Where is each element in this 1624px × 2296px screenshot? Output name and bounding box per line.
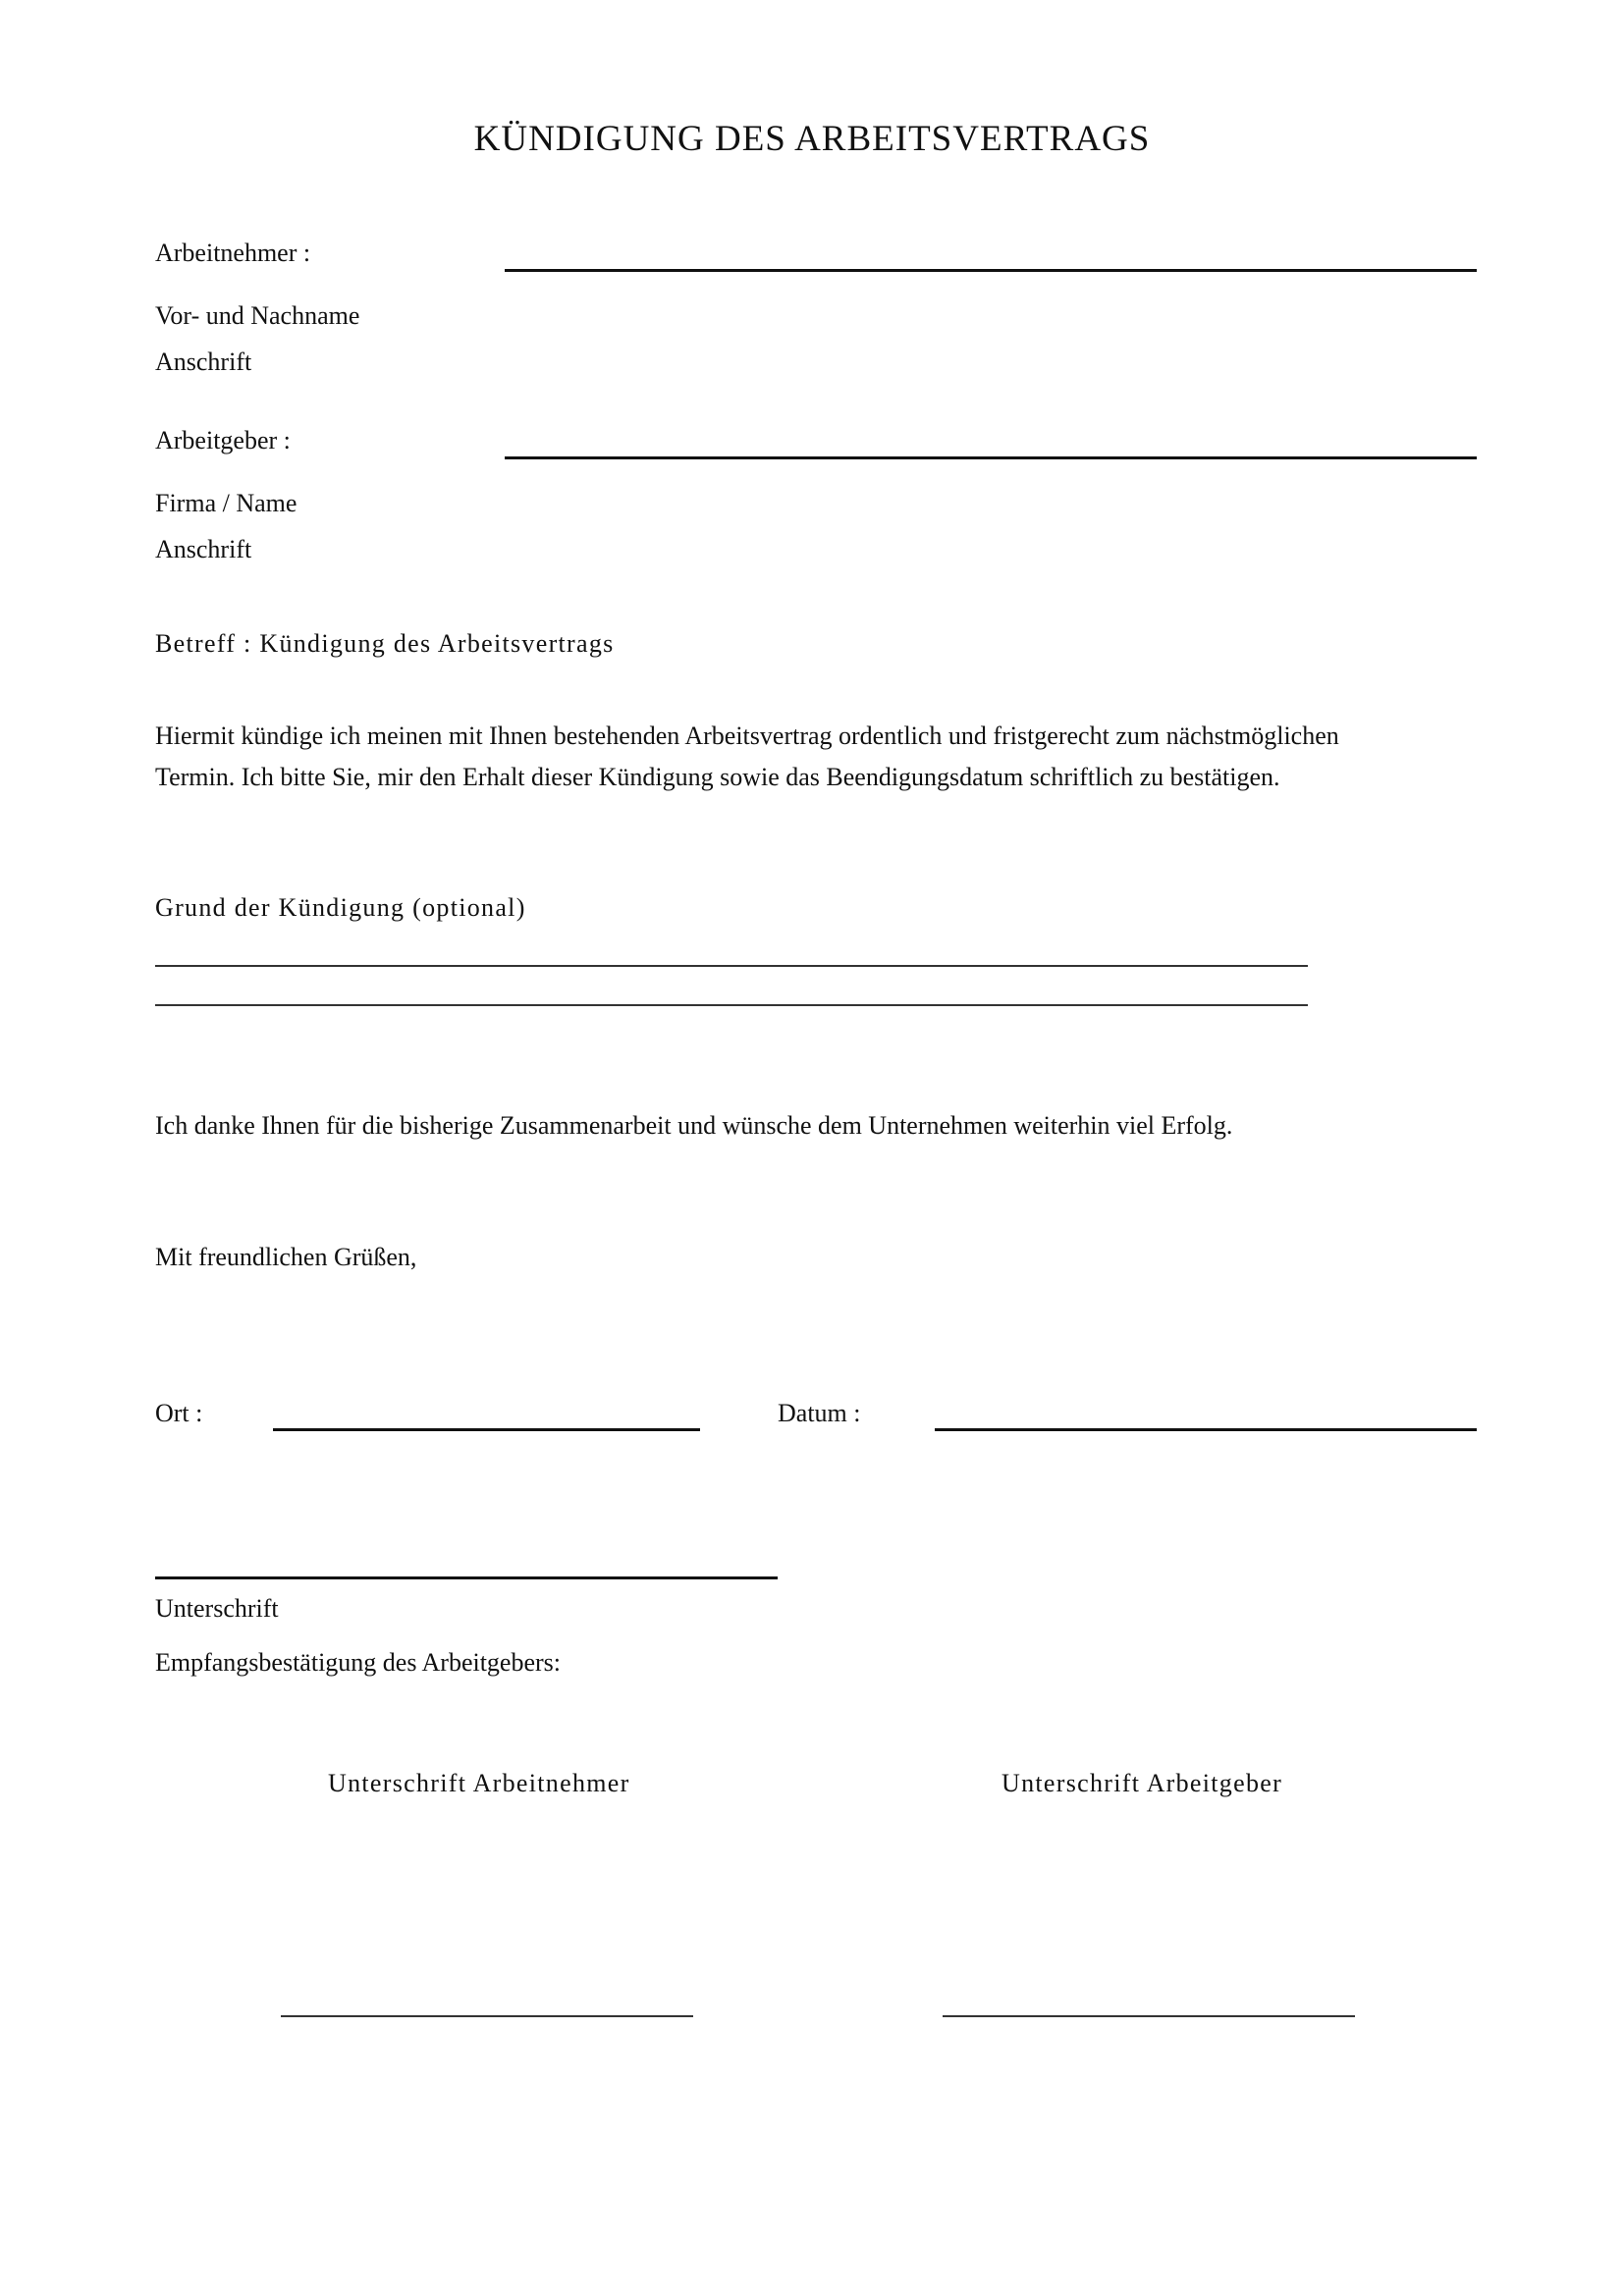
reason-label: Grund der Kündigung (optional) (155, 893, 526, 922)
receipt-label: Empfangsbestätigung des Arbeitgebers: (155, 1648, 562, 1677)
body-line-1: Hiermit kündige ich meinen mit Ihnen bestehenden Arbeitsvertrag ordentlich und fristgerecht zum nächstmöglichen (155, 721, 1339, 750)
employer-name-label: Firma / Name (155, 489, 298, 517)
employer-address-label: Anschrift (155, 535, 252, 563)
employee-input-line[interactable] (505, 269, 1477, 272)
body-line-2: Termin. Ich bitte Sie, mir den Erhalt dieser Kündigung sowie das Beendigungsdatum schriftlich zu bestätigen. (155, 763, 1280, 791)
page-title: KÜNDIGUNG DES ARBEITSVERTRAGS (473, 119, 1151, 159)
place-label: Ort : (155, 1399, 203, 1427)
reason-line-1[interactable] (155, 965, 1308, 967)
employer-label: Arbeitgeber : (155, 426, 291, 454)
subject-line: Betreff : Kündigung des Arbeitsvertrags (155, 629, 615, 658)
signature-label: Unterschrift (155, 1594, 279, 1623)
date-input-line[interactable] (935, 1428, 1477, 1431)
employee-label: Arbeitnehmer : (155, 239, 311, 267)
employee-signature-line[interactable] (281, 2015, 693, 2017)
employee-signature-label: Unterschrift Arbeitnehmer (328, 1769, 630, 1797)
thanks-text: Ich danke Ihnen für die bisherige Zusammenarbeit und wünsche dem Unternehmen weiterhin viel Erfolg. (155, 1111, 1233, 1140)
employee-address-label: Anschrift (155, 347, 252, 376)
place-input-line[interactable] (273, 1428, 700, 1431)
employer-signature-label: Unterschrift Arbeitgeber (1001, 1769, 1283, 1797)
employer-input-line[interactable] (505, 456, 1477, 459)
closing-text: Mit freundlichen Grüßen, (155, 1243, 417, 1271)
signature-line[interactable] (155, 1576, 778, 1579)
employer-signature-line[interactable] (943, 2015, 1355, 2017)
reason-line-2[interactable] (155, 1004, 1308, 1006)
date-label: Datum : (778, 1399, 861, 1427)
employee-name-label: Vor- und Nachname (155, 301, 360, 330)
